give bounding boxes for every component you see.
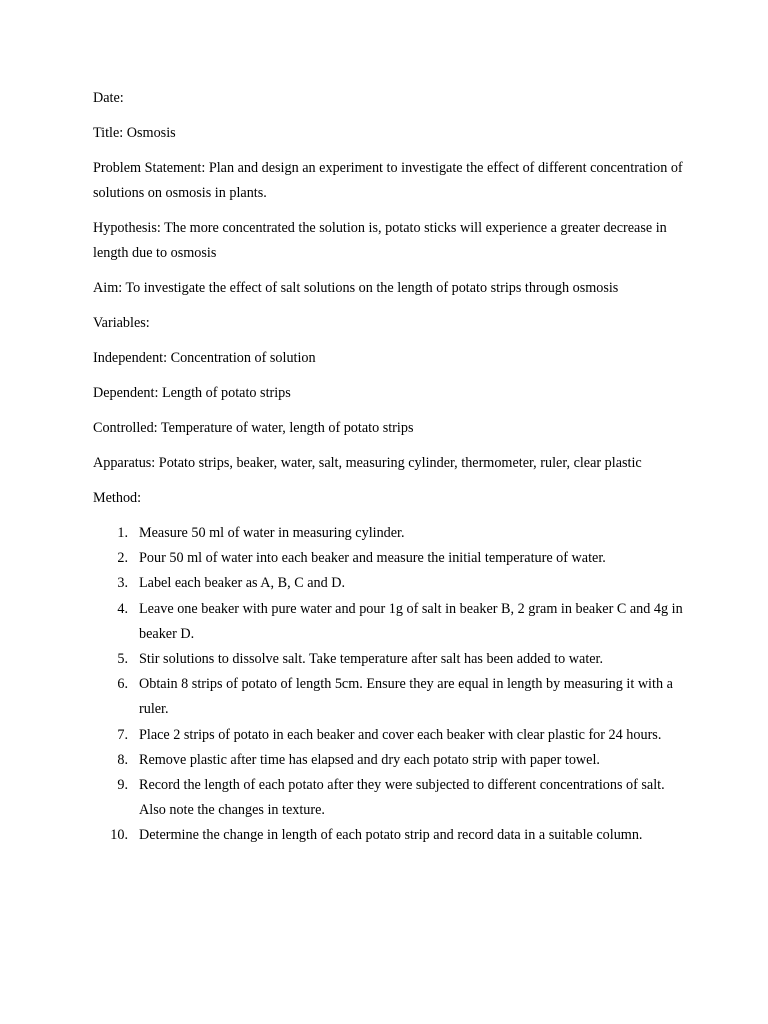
document-body bbox=[93, 86, 683, 849]
step-number: 8. bbox=[117, 751, 128, 768]
step-text: Pour 50 ml of water into each beaker and measure the initial temperature of water. bbox=[139, 550, 606, 567]
method-step bbox=[93, 748, 683, 773]
method-step bbox=[93, 597, 683, 647]
method-step bbox=[93, 723, 683, 748]
step-number: 4. bbox=[117, 600, 128, 617]
step-number: 7. bbox=[117, 726, 128, 743]
method-step bbox=[93, 521, 683, 546]
step-text: Leave one beaker with pure water and pour 1g of salt in beaker B, 2 gram in beaker C and 4g in beaker D. bbox=[139, 600, 683, 642]
step-number: 3. bbox=[117, 575, 128, 592]
method-step bbox=[93, 546, 683, 571]
variables-heading: Variables: bbox=[93, 315, 150, 331]
method-step bbox=[93, 647, 683, 672]
step-number: 9. bbox=[117, 777, 128, 794]
apparatus: Apparatus: Potato strips, beaker, water, salt, measuring cylinder, thermometer, ruler, clear plastic bbox=[93, 455, 642, 471]
step-text: Label each beaker as A, B, C and D. bbox=[139, 575, 346, 592]
step-text: Place 2 strips of potato in each beaker and cover each beaker with clear plastic for 24 hours. bbox=[139, 726, 662, 743]
step-text: Measure 50 ml of water in measuring cylinder. bbox=[139, 525, 405, 541]
controlled-variables: Controlled: Temperature of water, length of potato strips bbox=[93, 420, 414, 436]
method-step bbox=[93, 773, 683, 823]
step-number: 5. bbox=[117, 651, 128, 668]
date-line: Date: bbox=[93, 90, 124, 106]
dependent-variable: Dependent: Length of potato strips bbox=[93, 385, 291, 401]
method-steps-list bbox=[93, 521, 683, 849]
title-line: Title: Osmosis bbox=[93, 125, 176, 141]
step-number: 1. bbox=[117, 525, 128, 541]
step-text: Stir solutions to dissolve salt. Take temperature after salt has been added to water. bbox=[139, 651, 604, 668]
hypothesis: Hypothesis: The more concentrated the solution is, potato sticks will experience a greater decrease in length due to osmosis bbox=[93, 220, 667, 261]
step-text: Record the length of each potato after they were subjected to different concentrations of salt. Also note the changes in texture. bbox=[139, 777, 665, 819]
method-heading: Method: bbox=[93, 490, 142, 506]
step-number: 10. bbox=[110, 827, 128, 844]
step-number: 2. bbox=[117, 550, 128, 567]
step-text: Determine the change in length of each potato strip and record data in a suitable column. bbox=[139, 827, 643, 844]
method-step bbox=[93, 823, 683, 848]
step-text: Remove plastic after time has elapsed and dry each potato strip with paper towel. bbox=[139, 751, 600, 768]
aim: Aim: To investigate the effect of salt solutions on the length of potato strips through osmosis bbox=[93, 280, 619, 296]
method-step bbox=[93, 571, 683, 596]
step-text: Obtain 8 strips of potato of length 5cm. Ensure they are equal in length by measuring it with a ruler. bbox=[139, 676, 673, 718]
method-step bbox=[93, 672, 683, 722]
independent-variable: Independent: Concentration of solution bbox=[93, 350, 316, 366]
step-number: 6. bbox=[117, 676, 128, 693]
problem-statement: Problem Statement: Plan and design an experiment to investigate the effect of different concentration of solutions on osmosis in plants. bbox=[93, 160, 683, 201]
